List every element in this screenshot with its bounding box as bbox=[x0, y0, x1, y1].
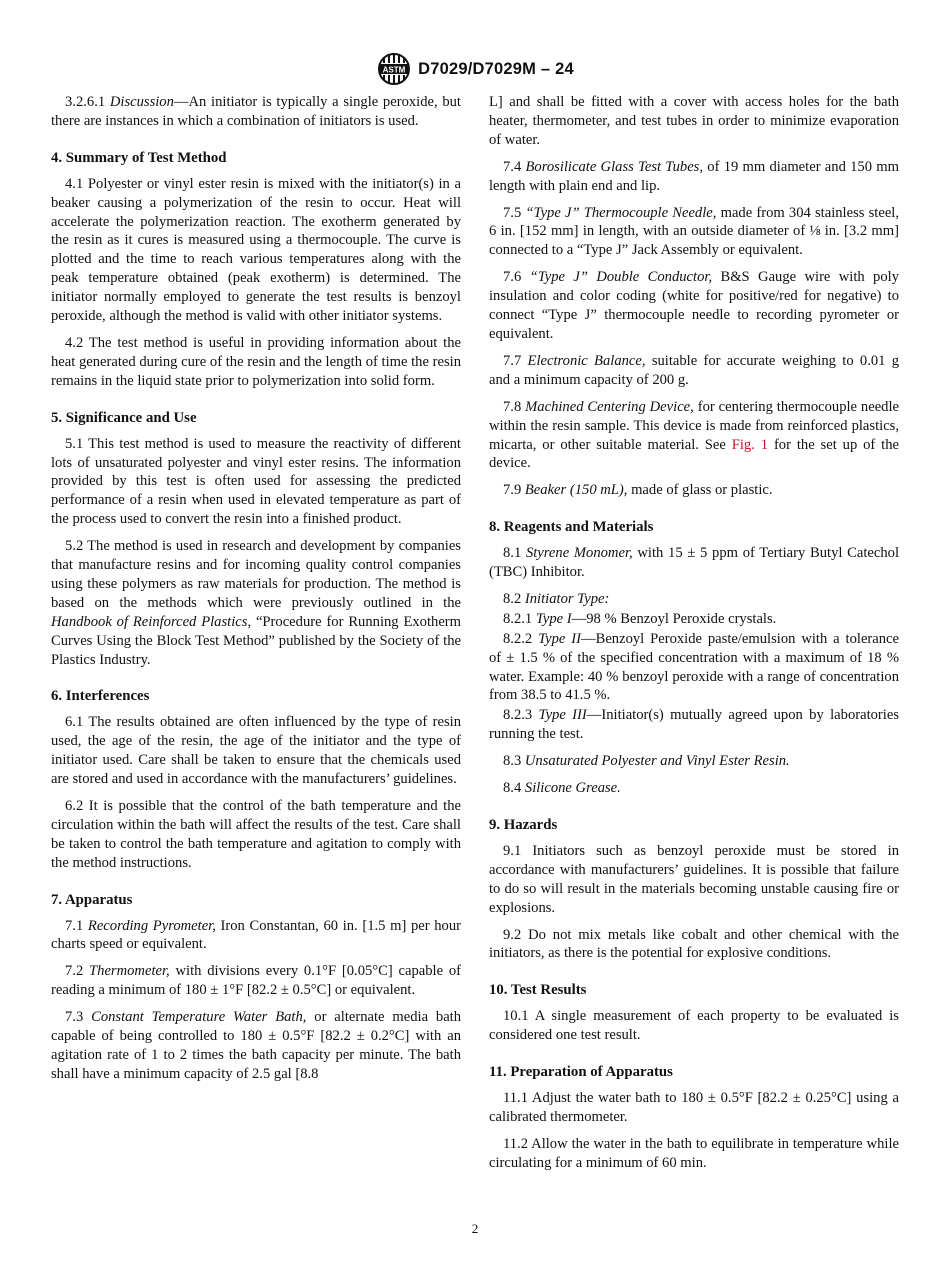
right-column bbox=[489, 93, 899, 1181]
paragraph-7-8: 7.8 Machined Centering Device, for centering thermocouple needle within the resin sample. This device is made from reinforced plastics, micarta, or other suitable material. See Fig. 1 for the set up of the device. bbox=[489, 398, 900, 472]
heading-section-5: 5. Significance and Use bbox=[51, 409, 197, 426]
paragraph-8-2-3: 8.2.3 Type III—Initiator(s) mutually agreed upon by laboratories running the test. bbox=[489, 707, 899, 743]
paragraph-4-2: 4.2 The test method is useful in providing information about the heat generated during cure of the resin and the length of time the resin remains in the liquid state prior to polymerization into solid form. bbox=[51, 334, 461, 389]
paragraph-5-1: 5.1 This test method is used to measure the reactivity of different lots of unsaturated polyester and vinyl ester resins. The information provided by this test is often used for assessing the predicted performance of a resin when used in elevated temperature as part of the process used to convert the resin into a finished product. bbox=[51, 435, 461, 528]
page-number: 2 bbox=[471, 1221, 479, 1236]
heading-section-8: 8. Reagents and Materials bbox=[489, 519, 654, 536]
heading-section-10: 10. Test Results bbox=[489, 982, 587, 999]
paragraph-9-1: 9.1 Initiators such as benzoyl peroxide must be stored in accordance with manufacturers’ guidelines. It is possible that failure to do so will result in the materials becoming unstable causing fire or explosions. bbox=[489, 842, 899, 916]
figure-1-link[interactable]: Fig. 1 bbox=[731, 436, 769, 453]
paragraph-6-1: 6.1 The results obtained are often influenced by the type of resin used, the age of the resin, the age of the initiator and the type of initiator used. Care shall be taken to ensure that the chemicals used are stored and used in accordance with the manufacturers’ guidelines. bbox=[51, 714, 461, 788]
page-header bbox=[0, 52, 950, 86]
astm-logo-icon bbox=[376, 52, 412, 86]
paragraph-7-3-continued: L] and shall be fitted with a cover with access holes for the bath heater, thermometer, and test tubes in order to minimize evaporation of water. bbox=[489, 94, 899, 148]
paragraph-8-2-2: 8.2.2 Type II—Benzoyl Peroxide paste/emulsion with a tolerance of ± 1.5 % of the specified concentration with a maximum of 18 % water. Example: 40 % benzoyl peroxide with a range of concentration from 38.5 to 41.5 %. bbox=[489, 630, 900, 704]
paragraph-5-2: 5.2 The method is used in research and development by companies that manufacture resins and for incoming quality control companies using these polymers as raw materials for production. The method is based on the methods which were previously outlined in the Handbook of Reinforced Plastics, “Procedure for Running Exotherm Curves Using the Block Test Method” published by the Society of the Plastics Industry. bbox=[51, 538, 462, 668]
paragraph-7-3: 7.3 Constant Temperature Water Bath, or alternate media bath capable of being controlled to 180 ± 0.5°F [82.2 ± 0.2°C] with an agitation rate of 1 to 2 times the bath capacity per minute. The bath shall have a minimum capacity of 2.5 gal [8.8 bbox=[51, 1009, 462, 1082]
paragraph-8-4: 8.4 Silicone Grease. bbox=[503, 780, 621, 797]
paragraph-9-2: 9.2 Do not mix metals like cobalt and other chemical with the initiators, as there is the potential for explosive conditions. bbox=[489, 926, 899, 962]
paragraph-7-1: 7.1 Recording Pyrometer, Iron Constantan, 60 in. [1.5 m] per hour charts speed or equivalent. bbox=[51, 917, 462, 953]
paragraph-10-1: 10.1 A single measurement of each property to be evaluated is considered one test result. bbox=[489, 1008, 899, 1044]
paragraph-8-2: 8.2 Initiator Type: bbox=[503, 590, 610, 607]
paragraph-7-4: 7.4 Borosilicate Glass Test Tubes, of 19 mm diameter and 150 mm length with plain end and lip. bbox=[489, 158, 899, 194]
paragraph-8-2-1: 8.2.1 Type I—98 % Benzoyl Peroxide crystals. bbox=[503, 610, 777, 627]
paragraph-7-9: 7.9 Beaker (150 mL), made of glass or plastic. bbox=[503, 482, 773, 499]
paragraph-8-1: 8.1 Styrene Monomer, with 15 ± 5 ppm of Tertiary Butyl Catechol (TBC) Inhibitor. bbox=[489, 545, 899, 581]
heading-section-11: 11. Preparation of Apparatus bbox=[489, 1064, 673, 1081]
paragraph-7-5: 7.5 “Type J” Thermocouple Needle, made from 304 stainless steel, 6 in. [152 mm] in length, with an outside diameter of ⅛ in. [3.2 mm] connected to a “Type J” Jack Assembly or equivalent. bbox=[489, 204, 900, 259]
left-column bbox=[51, 93, 461, 1092]
paragraph-4-1: 4.1 Polyester or vinyl ester resin is mixed with the initiator(s) in a beaker causing a polymerization of the resin to occur. Heat will accelerate the polymerization reaction. The exotherm generated by the resin as it cures is measured using a thermocouple. The curve is plotted and the time to reach various temperatures along with the peak temperature obtained (peak exotherm) is determined. The initiator normally employed to generate the test results is benzoyl peroxide, although the method is valid with other initiator systems. bbox=[51, 175, 461, 325]
paragraph-7-7: 7.7 Electronic Balance, suitable for accurate weighing to 0.01 g and a minimum capacity of 200 g. bbox=[489, 352, 900, 388]
paragraph-3-2-6-1: 3.2.6.1 Discussion—An initiator is typically a single peroxide, but there are instances in which a combination of initiators is used. bbox=[51, 94, 461, 129]
paragraph-6-2: 6.2 It is possible that the control of the bath temperature and the circulation within the bath will affect the results of the test. Care shall be taken to control the bath temperature and agitation to comply with the method instructions. bbox=[51, 798, 461, 871]
svg-text:ASTM: ASTM bbox=[382, 65, 406, 75]
paragraph-11-1: 11.1 Adjust the water bath to 180 ± 0.5°F [82.2 ± 0.25°C] using a calibrated thermometer. bbox=[489, 1089, 899, 1125]
paragraph-7-6: 7.6 “Type J” Double Conductor, B&S Gauge wire with poly insulation and color coding (white for positive/red for negative) to connect “Type J” thermocouple needle to recording pyrometer or equivalent. bbox=[489, 269, 900, 342]
heading-section-7: 7. Apparatus bbox=[51, 891, 133, 908]
heading-section-9: 9. Hazards bbox=[489, 817, 558, 833]
heading-section-4: 4. Summary of Test Method bbox=[51, 149, 227, 166]
heading-section-6: 6. Interferences bbox=[51, 688, 150, 705]
paragraph-7-2: 7.2 Thermometer, with divisions every 0.1°F [0.05°C] capable of reading a minimum of 180 ± 1°F [82.2 ± 0.5°C] or equivalent. bbox=[51, 963, 462, 999]
paragraph-8-3: 8.3 Unsaturated Polyester and Vinyl Ester Resin. bbox=[503, 753, 790, 770]
paragraph-11-2: 11.2 Allow the water in the bath to equilibrate in temperature while circulating for a minimum of 60 min. bbox=[489, 1135, 899, 1171]
document-id: D7029/D7029M – 24 bbox=[418, 59, 574, 78]
